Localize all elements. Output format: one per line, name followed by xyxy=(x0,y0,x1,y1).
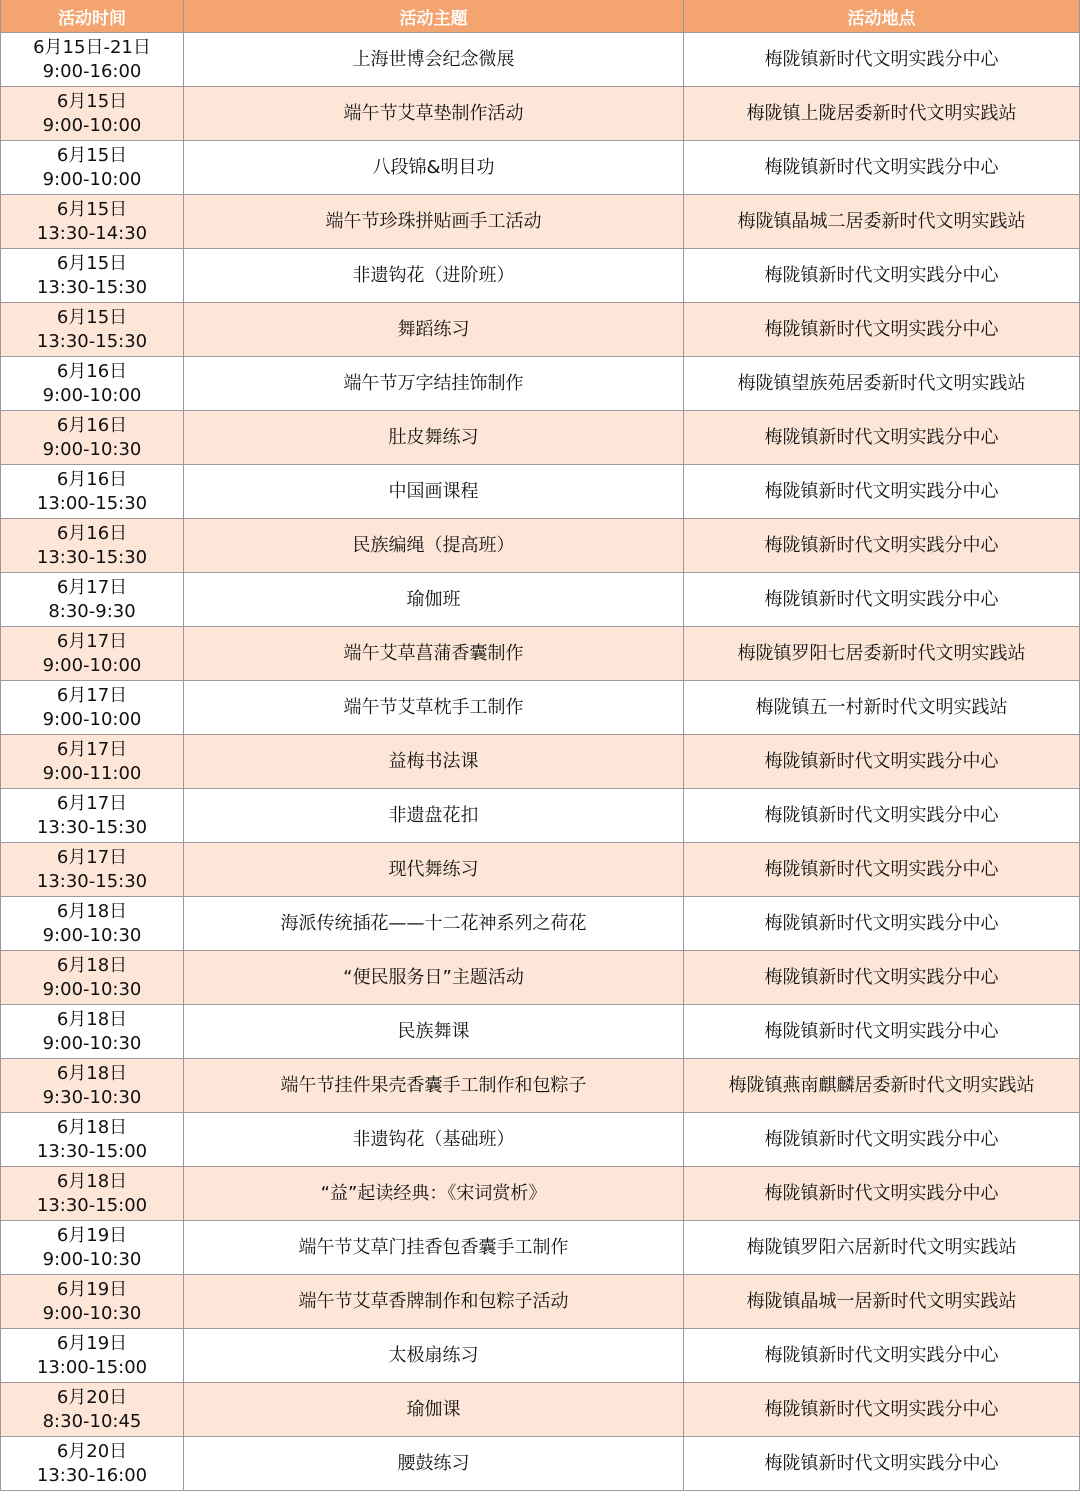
cell-activity-topic: 端午节艾草门挂香包香囊手工制作 xyxy=(184,1221,684,1275)
activity-hours: 9:00-10:00 xyxy=(42,114,142,136)
cell-activity-time xyxy=(1,1275,184,1329)
activity-date: 6月15日 xyxy=(56,252,128,274)
activity-date: 6月16日 xyxy=(56,360,128,382)
cell-activity-time xyxy=(1,1059,184,1113)
cell-activity-time xyxy=(1,465,184,519)
activity-date: 6月17日 xyxy=(56,846,128,868)
cell-activity-time xyxy=(1,357,184,411)
activity-hours: 9:00-10:30 xyxy=(42,1248,142,1270)
activity-hours: 13:30-14:30 xyxy=(36,222,148,244)
cell-activity-time xyxy=(1,1167,184,1221)
activity-date: 6月15日 xyxy=(56,306,128,328)
cell-activity-time xyxy=(1,303,184,357)
table-row xyxy=(1,1329,1080,1383)
cell-activity-topic: 太极扇练习 xyxy=(184,1329,684,1383)
cell-activity-location: 梅陇镇新时代文明实践分中心 xyxy=(684,303,1080,357)
activity-hours: 9:00-10:30 xyxy=(42,924,142,946)
activity-date: 6月18日 xyxy=(56,1116,128,1138)
activity-date: 6月18日 xyxy=(56,1170,128,1192)
cell-activity-topic: 端午节艾草香牌制作和包粽子活动 xyxy=(184,1275,684,1329)
activity-date: 6月15日 xyxy=(56,198,128,220)
activity-date: 6月18日 xyxy=(56,1008,128,1030)
cell-activity-topic: 上海世博会纪念微展 xyxy=(184,33,684,87)
cell-activity-location: 梅陇镇新时代文明实践分中心 xyxy=(684,1167,1080,1221)
cell-activity-topic: 端午节挂件果壳香囊手工制作和包粽子 xyxy=(184,1059,684,1113)
table-row xyxy=(1,465,1080,519)
cell-activity-topic: 非遗盘花扣 xyxy=(184,789,684,843)
activity-hours: 8:30-10:45 xyxy=(42,1410,142,1432)
activity-hours: 9:00-11:00 xyxy=(42,762,142,784)
activity-hours: 9:00-10:00 xyxy=(42,654,142,676)
cell-activity-time xyxy=(1,87,184,141)
cell-activity-location: 梅陇镇新时代文明实践分中心 xyxy=(684,33,1080,87)
cell-activity-time xyxy=(1,1113,184,1167)
cell-activity-location: 梅陇镇新时代文明实践分中心 xyxy=(684,951,1080,1005)
activity-date: 6月16日 xyxy=(56,414,128,436)
table-row xyxy=(1,411,1080,465)
table-row xyxy=(1,1221,1080,1275)
activity-hours: 13:30-15:00 xyxy=(36,1194,148,1216)
table-row xyxy=(1,1167,1080,1221)
cell-activity-location: 梅陇镇新时代文明实践分中心 xyxy=(684,465,1080,519)
table-row xyxy=(1,573,1080,627)
table-row xyxy=(1,627,1080,681)
cell-activity-topic: 民族编绳（提高班） xyxy=(184,519,684,573)
cell-activity-topic: 端午艾草菖蒲香囊制作 xyxy=(184,627,684,681)
cell-activity-time xyxy=(1,411,184,465)
table-row xyxy=(1,303,1080,357)
cell-activity-topic: 舞蹈练习 xyxy=(184,303,684,357)
activity-hours: 13:00-15:00 xyxy=(36,1356,148,1378)
cell-activity-topic: 腰鼓练习 xyxy=(184,1437,684,1491)
cell-activity-location: 梅陇镇新时代文明实践分中心 xyxy=(684,843,1080,897)
activity-hours: 13:30-15:30 xyxy=(36,870,148,892)
activity-hours: 13:30-15:30 xyxy=(36,816,148,838)
activity-date: 6月15日 xyxy=(56,144,128,166)
cell-activity-location: 梅陇镇新时代文明实践分中心 xyxy=(684,411,1080,465)
activity-date: 6月18日 xyxy=(56,1062,128,1084)
cell-activity-location: 梅陇镇望族苑居委新时代文明实践站 xyxy=(684,357,1080,411)
table-header-row xyxy=(1,0,1080,33)
cell-activity-topic: 端午节艾草垫制作活动 xyxy=(184,87,684,141)
table-row xyxy=(1,1005,1080,1059)
activity-hours: 9:00-10:30 xyxy=(42,1032,142,1054)
table-row xyxy=(1,87,1080,141)
header-activity-location: 活动地点 xyxy=(684,0,1080,33)
activity-hours: 9:00-10:00 xyxy=(42,168,142,190)
cell-activity-time xyxy=(1,519,184,573)
cell-activity-location: 梅陇镇新时代文明实践分中心 xyxy=(684,1437,1080,1491)
cell-activity-topic: 非遗钩花（进阶班） xyxy=(184,249,684,303)
table-body xyxy=(1,33,1080,1491)
cell-activity-time xyxy=(1,843,184,897)
cell-activity-time xyxy=(1,1005,184,1059)
table-row xyxy=(1,357,1080,411)
activity-hours: 13:00-15:30 xyxy=(36,492,148,514)
activity-date: 6月16日 xyxy=(56,468,128,490)
cell-activity-topic: “便民服务日”主题活动 xyxy=(184,951,684,1005)
activity-date: 6月18日 xyxy=(56,900,128,922)
cell-activity-topic: 海派传统插花——十二花神系列之荷花 xyxy=(184,897,684,951)
cell-activity-topic: 端午节艾草枕手工制作 xyxy=(184,681,684,735)
cell-activity-topic: 中国画课程 xyxy=(184,465,684,519)
activity-date: 6月17日 xyxy=(56,630,128,652)
cell-activity-topic: 民族舞课 xyxy=(184,1005,684,1059)
table-row xyxy=(1,33,1080,87)
activity-hours: 9:00-16:00 xyxy=(42,60,142,82)
cell-activity-topic: 八段锦&明目功 xyxy=(184,141,684,195)
cell-activity-location: 梅陇镇新时代文明实践分中心 xyxy=(684,249,1080,303)
cell-activity-topic: 现代舞练习 xyxy=(184,843,684,897)
cell-activity-time xyxy=(1,573,184,627)
activity-date: 6月17日 xyxy=(56,684,128,706)
cell-activity-topic: 瑜伽课 xyxy=(184,1383,684,1437)
cell-activity-location: 梅陇镇罗阳七居委新时代文明实践站 xyxy=(684,627,1080,681)
activity-hours: 13:30-15:30 xyxy=(36,276,148,298)
activity-hours: 13:30-16:00 xyxy=(36,1464,148,1486)
cell-activity-location: 梅陇镇新时代文明实践分中心 xyxy=(684,1329,1080,1383)
activity-date: 6月19日 xyxy=(56,1332,128,1354)
activity-hours: 13:30-15:00 xyxy=(36,1140,148,1162)
table-row xyxy=(1,195,1080,249)
activity-date: 6月19日 xyxy=(56,1224,128,1246)
activity-hours: 13:30-15:30 xyxy=(36,330,148,352)
cell-activity-topic: 端午节万字结挂饰制作 xyxy=(184,357,684,411)
cell-activity-time xyxy=(1,33,184,87)
cell-activity-location: 梅陇镇新时代文明实践分中心 xyxy=(684,789,1080,843)
activity-hours: 9:00-10:30 xyxy=(42,978,142,1000)
activity-hours: 9:00-10:30 xyxy=(42,438,142,460)
cell-activity-time xyxy=(1,951,184,1005)
activity-date: 6月17日 xyxy=(56,738,128,760)
cell-activity-time xyxy=(1,897,184,951)
activity-date: 6月15日-21日 xyxy=(33,36,151,58)
cell-activity-location: 梅陇镇新时代文明实践分中心 xyxy=(684,573,1080,627)
cell-activity-location: 梅陇镇晶城一居新时代文明实践站 xyxy=(684,1275,1080,1329)
activity-hours: 9:00-10:00 xyxy=(42,708,142,730)
cell-activity-time xyxy=(1,1437,184,1491)
activity-date: 6月20日 xyxy=(56,1440,128,1462)
cell-activity-time xyxy=(1,1221,184,1275)
cell-activity-time xyxy=(1,627,184,681)
cell-activity-topic: 肚皮舞练习 xyxy=(184,411,684,465)
cell-activity-location: 梅陇镇五一村新时代文明实践站 xyxy=(684,681,1080,735)
table-row xyxy=(1,1437,1080,1491)
cell-activity-location: 梅陇镇新时代文明实践分中心 xyxy=(684,735,1080,789)
cell-activity-time xyxy=(1,681,184,735)
table-row xyxy=(1,951,1080,1005)
cell-activity-time xyxy=(1,735,184,789)
activity-hours: 9:00-10:30 xyxy=(42,1302,142,1324)
cell-activity-time xyxy=(1,1383,184,1437)
cell-activity-location: 梅陇镇晶城二居委新时代文明实践站 xyxy=(684,195,1080,249)
cell-activity-time xyxy=(1,141,184,195)
table-row xyxy=(1,897,1080,951)
table-row xyxy=(1,1113,1080,1167)
activity-date: 6月17日 xyxy=(56,792,128,814)
cell-activity-topic: 非遗钩花（基础班） xyxy=(184,1113,684,1167)
table-row xyxy=(1,1059,1080,1113)
cell-activity-topic: 端午节珍珠拼贴画手工活动 xyxy=(184,195,684,249)
table-row xyxy=(1,249,1080,303)
table-row xyxy=(1,141,1080,195)
cell-activity-topic: 益梅书法课 xyxy=(184,735,684,789)
header-activity-time: 活动时间 xyxy=(1,0,184,33)
cell-activity-location: 梅陇镇罗阳六居新时代文明实践站 xyxy=(684,1221,1080,1275)
activity-date: 6月17日 xyxy=(56,576,128,598)
activity-date: 6月20日 xyxy=(56,1386,128,1408)
cell-activity-time xyxy=(1,789,184,843)
cell-activity-location: 梅陇镇新时代文明实践分中心 xyxy=(684,897,1080,951)
cell-activity-time xyxy=(1,195,184,249)
cell-activity-location: 梅陇镇新时代文明实践分中心 xyxy=(684,1005,1080,1059)
cell-activity-location: 梅陇镇新时代文明实践分中心 xyxy=(684,1113,1080,1167)
activity-hours: 8:30-9:30 xyxy=(48,600,136,622)
table-row xyxy=(1,789,1080,843)
cell-activity-location: 梅陇镇新时代文明实践分中心 xyxy=(684,519,1080,573)
cell-activity-location: 梅陇镇燕南麒麟居委新时代文明实践站 xyxy=(684,1059,1080,1113)
table-row xyxy=(1,681,1080,735)
activity-date: 6月18日 xyxy=(56,954,128,976)
table-row xyxy=(1,519,1080,573)
cell-activity-time xyxy=(1,1329,184,1383)
table-row xyxy=(1,1383,1080,1437)
cell-activity-topic: 瑜伽班 xyxy=(184,573,684,627)
table-row xyxy=(1,735,1080,789)
activity-hours: 13:30-15:30 xyxy=(36,546,148,568)
cell-activity-location: 梅陇镇新时代文明实践分中心 xyxy=(684,141,1080,195)
activity-hours: 9:30-10:30 xyxy=(42,1086,142,1108)
activity-date: 6月15日 xyxy=(56,90,128,112)
cell-activity-time xyxy=(1,249,184,303)
cell-activity-location: 梅陇镇新时代文明实践分中心 xyxy=(684,1383,1080,1437)
cell-activity-location: 梅陇镇上陇居委新时代文明实践站 xyxy=(684,87,1080,141)
table-row xyxy=(1,1275,1080,1329)
cell-activity-topic: “益”起读经典：《宋词赏析》 xyxy=(184,1167,684,1221)
table-row xyxy=(1,843,1080,897)
header-activity-topic: 活动主题 xyxy=(184,0,684,33)
activity-date: 6月16日 xyxy=(56,522,128,544)
activity-date: 6月19日 xyxy=(56,1278,128,1300)
activity-hours: 9:00-10:00 xyxy=(42,384,142,406)
